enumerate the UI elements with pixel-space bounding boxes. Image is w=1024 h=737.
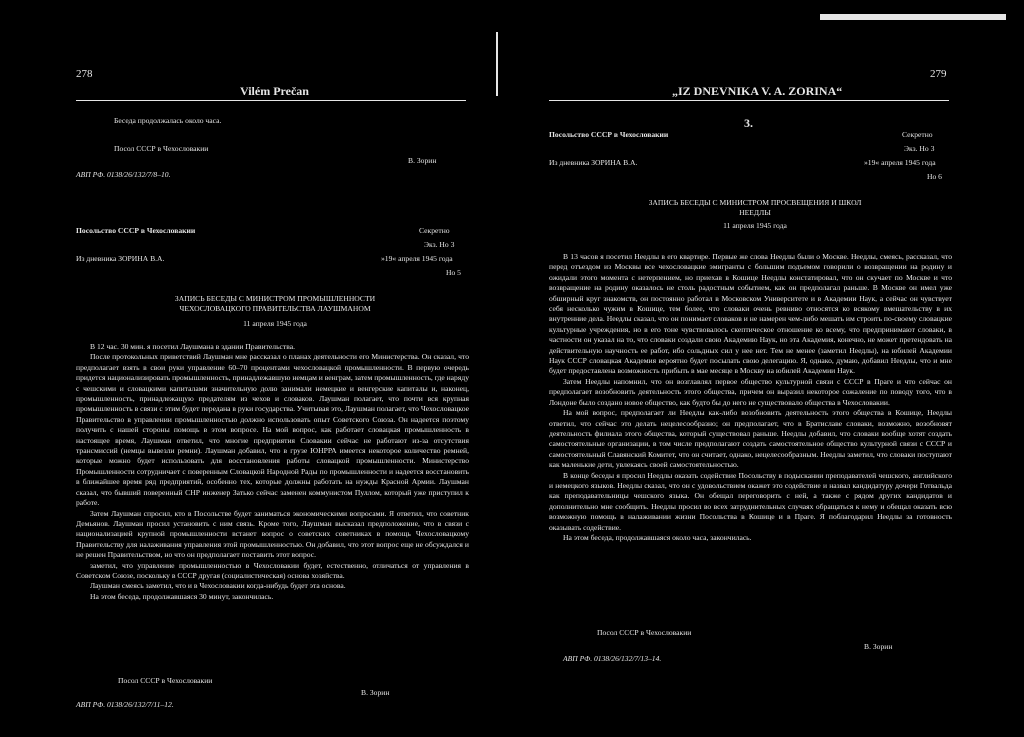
left-doc-diary: Из дневника ЗОРИНА В.А.	[76, 254, 165, 263]
paragraph: В конце беседы я просил Неедлы оказать содействие Посольству в подыскании преподавателей чешского, английского и немецкого языков. Неедлы сказал, что он с удовольствием окажет это содействие и назвал кандидатуру дочери Готвальда как преподавательницы чешского языка. Он обещал переговорить с ней, а также с рядом других кандидатов и дополнительно мне сообщить. Неедлы просил во всех затруднительных случаях обращаться к нему и обещал оказать всю возможную помощь в налаживании жизни Посольства в Кошице и в Праге. Я поблагодарил Неедлы за готовность оказывать содействие.	[549, 470, 952, 532]
left-doc-from: Посольство СССР в Чехословакии	[76, 226, 196, 235]
right-doc-title	[620, 198, 890, 231]
right-doc-body	[549, 252, 952, 543]
scan-edge-line	[820, 14, 1006, 20]
left-doc-body	[76, 342, 469, 602]
left-doc-secret: Секретно	[419, 226, 450, 235]
right-doc-title-line1: ЗАПИСЬ БЕСЕДЫ С МИНИСТРОМ ПРОСВЕЩЕНИЯ И ШКОЛ	[648, 198, 862, 207]
right-doc-signature: В. Зорин	[864, 642, 893, 651]
paragraph: После протокольных приветствий Лаушман мне рассказал о планах деятельности его Министерства. Он сказал, что предполагает взять в свои руки управление 60–70 процентами чехословацкой промышленности. В первую очередь придется национализировать промышленность, принадлежавшую немцам и венграм, затем промышленность, где наряду с чешскими и словацкими капиталами значительную долю занимали немецкие и венгерские капиталы и, наконец, промышленность, принадлежащую предателям из чехов и словаков. Лаушман полагает, что почти вся крупная промышленность в связи с этим будет передана в руки государства. Учитывая это, Лаушман полагает, что Чехословацкое Правительство в управлении промышленностью должно использовать опыт Советского Союза. Он надеется поэтому получить с нашей стороны помощь в этом вопросе. На мой вопрос, как работает словацкая промышленность в настоящее время, Лаушман ответил, что многие предприятия Словакии сейчас не работают из-за отсутствия трансмиссий (немцы вывезли ремни). Лаушман добавил, что в грузе ЮНРРА имеется некоторое количество ремней, которые можно будет использовать для восстановления работы словацкой промышленности. Министерство Промышленности сотрудничает с поверенным Словацкой Народной Рады по промышленности и надеется восстановить в ближайшее время ряд предприятий, особенно тех, которые должны работать на нужды Красной Армии. Лаушман сказал, что бывший поверенный СНР инженер Затько сейчас заменен коммунистом Пуллом, который уже приступил к работе.	[76, 352, 469, 508]
left-header-rule	[76, 100, 466, 101]
prev-doc-closing: Беседа продолжалась около часа.	[114, 116, 222, 125]
left-doc-sender: Посол СССР в Чехословакии	[118, 676, 213, 685]
left-doc-meeting-date: 11 апреля 1945 года	[243, 318, 307, 328]
paragraph: В 12 час. 30 мин. я посетил Лаушмана в здании Правительства.	[90, 342, 295, 351]
paragraph: Лаушман смеясь заметил, что и в Чехословакии когда-нибудь будет эта основа.	[90, 581, 346, 591]
left-doc-date: »19« апреля 1945 года	[381, 254, 453, 263]
right-doc-from: Посольство СССР в Чехословакии	[549, 130, 669, 139]
right-doc-meeting-date: 11 апреля 1945 года	[723, 220, 787, 230]
paragraph: Затем Неедлы напомнил, что он возглавлял первое общество культурной связи с СССР в Праге и что сейчас он предполагает возобновить деятельность этого общества, причем он выразил некоторое сожаление по поводу того, что в Лондоне было создано новое общество, как будто бы до него не существовало общества в Чехословакии.	[549, 376, 952, 407]
paragraph: Затем Лаушман спросил, кто в Посольстве будет заниматься экономическими вопросами. Я ответил, что советник Демьянов. Лаушман просил установить с ним связь. Кроме того, Лаушман высказал предположение, что в связи с национализацией крупной промышленности встанет вопрос о советских советниках в помощь Чехословацкому Правительству для налаживания управления этой промышленностью. Он добавил, что этот вопрос еще не обсуждался и не решен Правительством, но что он предполагает поставить этот вопрос.	[76, 508, 469, 560]
right-doc-secret: Секретно	[902, 130, 933, 139]
left-doc-title-line1: ЗАПИСЬ БЕСЕДЫ С МИНИСТРОМ ПРОМЫШЛЕННОСТИ	[174, 294, 376, 303]
right-running-head: „IZ DNEVNIKA V. A. ZORINA“	[672, 84, 843, 98]
paragraph: заметил, что управление промышленностью в Чехословакии будет, естественно, отличаться от управления в Советском Союзе, поскольку в СССР другая (социалистическая) основа хозяйства.	[76, 560, 469, 580]
paragraph: На этом беседа, продолжавшаяся 30 минут, закончилась.	[90, 591, 274, 601]
prev-doc-signature: В. Зорин	[408, 156, 437, 165]
left-doc-title-line2: ЧЕХОСЛОВАЦКОГО ПРАВИТЕЛЬСТВА ЛАУШМАНОМ	[179, 304, 371, 314]
left-running-head: Vilém Prečan	[240, 84, 309, 98]
right-doc-copy: Экз. Но 3	[904, 144, 935, 153]
right-header-rule	[549, 100, 949, 101]
right-page-number: 279	[930, 68, 947, 80]
right-doc-archive: АВП РФ. 0138/26/132/7/13–14.	[563, 654, 662, 663]
right-doc-title-line2: НЕЕДЛЫ	[739, 208, 771, 218]
right-doc-diary: Из дневника ЗОРИНА В.А.	[549, 158, 638, 167]
right-doc-number-ref: Но 6	[927, 172, 942, 181]
paragraph: На этом беседа, продолжавшаяся около часа, закончилась.	[563, 532, 752, 542]
right-doc-number: 3.	[744, 116, 753, 130]
page-gutter-line	[496, 32, 498, 96]
prev-doc-sender: Посол СССР в Чехословакии	[114, 144, 209, 153]
left-page-number: 278	[76, 68, 93, 80]
prev-doc-archive: АВП РФ. 0138/26/132/7/8–10.	[76, 170, 171, 179]
right-doc-sender: Посол СССР в Чехословакии	[597, 628, 692, 637]
left-doc-signature: В. Зорин	[361, 688, 390, 697]
left-doc-title	[150, 294, 400, 329]
left-doc-number: Но 5	[446, 268, 461, 277]
left-doc-archive: АВП РФ. 0138/26/132/7/11–12.	[76, 700, 174, 709]
left-doc-copy: Экз. Но 3	[424, 240, 455, 249]
right-doc-date: »19« апреля 1945 года	[864, 158, 936, 167]
paragraph: В 13 часов я посетил Неедлы в его квартире. Первые же слова Неедлы были о Москве. Неедлы, смеясь, рассказал, что перед отъездом из Москвы все чехословацкие эмигранты с большим подъемом говорили о возвращении на родину и ожидали этого момента с нетерпением, но приехав в Кошице Неедлы констатировал, что он скучает по Москве и что возвращение на родину оказалось не столь радостным событием, как он предполагал раньше. В Москве он имел уже обширный круг знакомств, он постоянно работал в Московском Университете и в Академии Наук, а сейчас он чувствует себя несколько чужим в Кошице, тем более, что словаки очень ревниво относятся ко всякому вмешательству в их внутренние дела. Неедлы сказал, что он понимает словаков и не намерен чем-либо мешать им строить по-своему словацкие культурные учреждения, но в его тоне чувствовалось скептическое отношение ко всему, что предпринимают словаки, в частности он указал на то, что словаки создали свою Академию Наук, но эта Академия, конечно, не может претендовать на действительную научность ее работ, ибо сольдных сил у нее нет. Тем не менее (заметил Неедлы), на юбилей Академии Наук СССР словацкая Академия вероятно будет посылать свою делегацию. Я, однако, думаю, добавил Неедлы, что и мне будет предоставлена возможность прибыть в мае месяце в Москву на юбилей Академии Наук.	[549, 252, 952, 376]
paragraph: На мой вопрос, предполагает ли Неедлы как-либо возобновить деятельность этого общества в Кошице, Неедлы ответил, что сейчас это делать нецелесообразно; он предполагает, что в Братиславе словаки, возможно, возобновят деятельность филиала этого общества, который существовал раньше. Неедлы добавил, что словаки вообще хотят создать самостоятельные организации, в том числе предполагают создать самостоятельное общество культурной связи с СССР и самостоятельный Славянский Комитет, что он считает, однако, нецелесообразным. Неедлы заметил, что словаки поступают как маленькие дети, увлекаясь своей самостоятельностью.	[549, 408, 952, 470]
